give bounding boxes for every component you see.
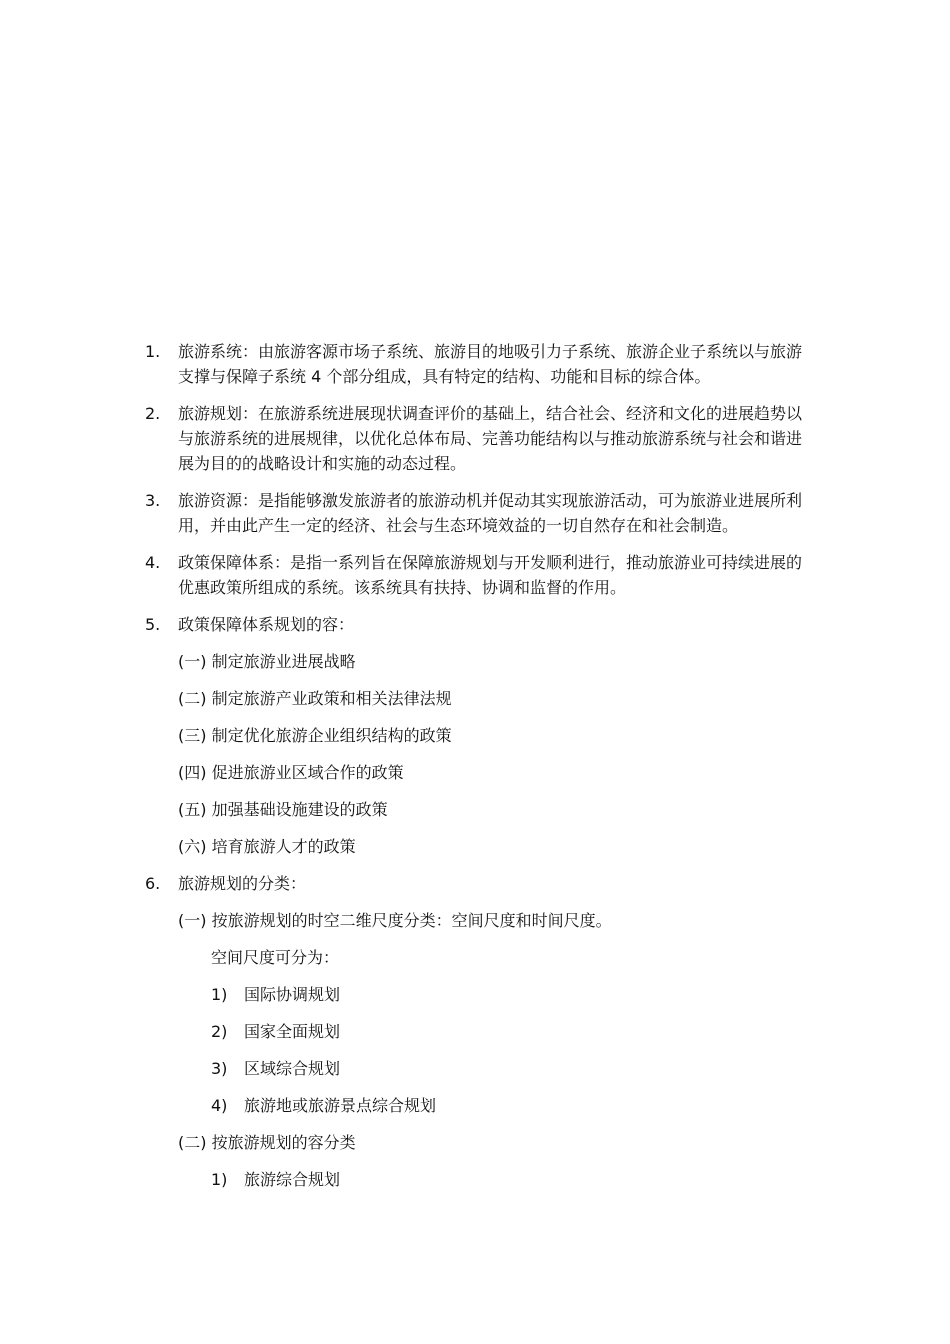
- nested-text: 旅游地或旅游景点综合规划: [244, 1096, 437, 1115]
- item-number: 3.: [145, 491, 161, 510]
- sub-item: (二) 制定旅游产业政策和相关法律法规: [178, 689, 452, 708]
- item-number: 2.: [145, 404, 161, 423]
- list-item: [145, 612, 810, 637]
- sub-note: 空间尺度可分为：: [211, 948, 340, 967]
- nested-text: 区域综合规划: [244, 1059, 341, 1078]
- sub-item: (四) 促进旅游业区域合作的政策: [178, 763, 404, 782]
- list-item: [145, 488, 810, 538]
- list-item: [145, 401, 810, 476]
- item-number: 5.: [145, 615, 161, 634]
- nested-list-item: [145, 1167, 810, 1192]
- list-item: [145, 871, 810, 896]
- item-number: 6.: [145, 874, 161, 893]
- item-number: 1.: [145, 342, 161, 361]
- nested-number: 1): [211, 1170, 228, 1189]
- item-text: 旅游系统：由旅游客源市场子系统、旅游目的地吸引力子系统、旅游企业子系统以与旅游支撑与保障子系统 4 个部分组成，具有特定的结构、功能和目标的综合体。: [178, 342, 803, 386]
- list-item: [145, 550, 810, 600]
- item-text: 政策保障体系规划的容：: [178, 615, 355, 634]
- sub-item: (六) 培育旅游人才的政策: [178, 837, 356, 856]
- nested-list-item: [145, 1093, 810, 1118]
- document-body: [145, 339, 810, 1204]
- item-number: 4.: [145, 553, 161, 572]
- nested-number: 1): [211, 985, 228, 1004]
- item-text: 政策保障体系：是指一系列旨在保障旅游规划与开发顺利进行，推动旅游业可持续进展的优惠政策所组成的系统。该系统具有扶持、协调和监督的作用。: [178, 553, 803, 597]
- item-text: 旅游规划的分类：: [178, 874, 307, 893]
- nested-number: 2): [211, 1022, 228, 1041]
- list-item: [145, 339, 810, 389]
- nested-number: 3): [211, 1059, 228, 1078]
- nested-text: 国际协调规划: [244, 985, 341, 1004]
- sub-item: (一) 制定旅游业进展战略: [178, 652, 356, 671]
- nested-text: 国家全面规划: [244, 1022, 341, 1041]
- nested-number: 4): [211, 1096, 228, 1115]
- sub-item: (二) 按旅游规划的容分类: [178, 1133, 356, 1152]
- sub-item: (一) 按旅游规划的时空二维尺度分类：空间尺度和时间尺度。: [178, 911, 612, 930]
- sub-item: (三) 制定优化旅游企业组织结构的政策: [178, 726, 452, 745]
- nested-list-item: [145, 1019, 810, 1044]
- nested-list-item: [145, 982, 810, 1007]
- item-text: 旅游规划：在旅游系统进展现状调查评价的基础上，结合社会、经济和文化的进展趋势以与旅游系统的进展规律，以优化总体布局、完善功能结构以与推动旅游系统与社会和谐进展为目的的战略设计和实施的动态过程。: [178, 404, 803, 473]
- item-text: 旅游资源：是指能够激发旅游者的旅游动机并促动其实现旅游活动，可为旅游业进展所利用，并由此产生一定的经济、社会与生态环境效益的一切自然存在和社会制造。: [178, 491, 803, 535]
- nested-text: 旅游综合规划: [244, 1170, 341, 1189]
- nested-list-item: [145, 1056, 810, 1081]
- sub-item: (五) 加强基础设施建设的政策: [178, 800, 388, 819]
